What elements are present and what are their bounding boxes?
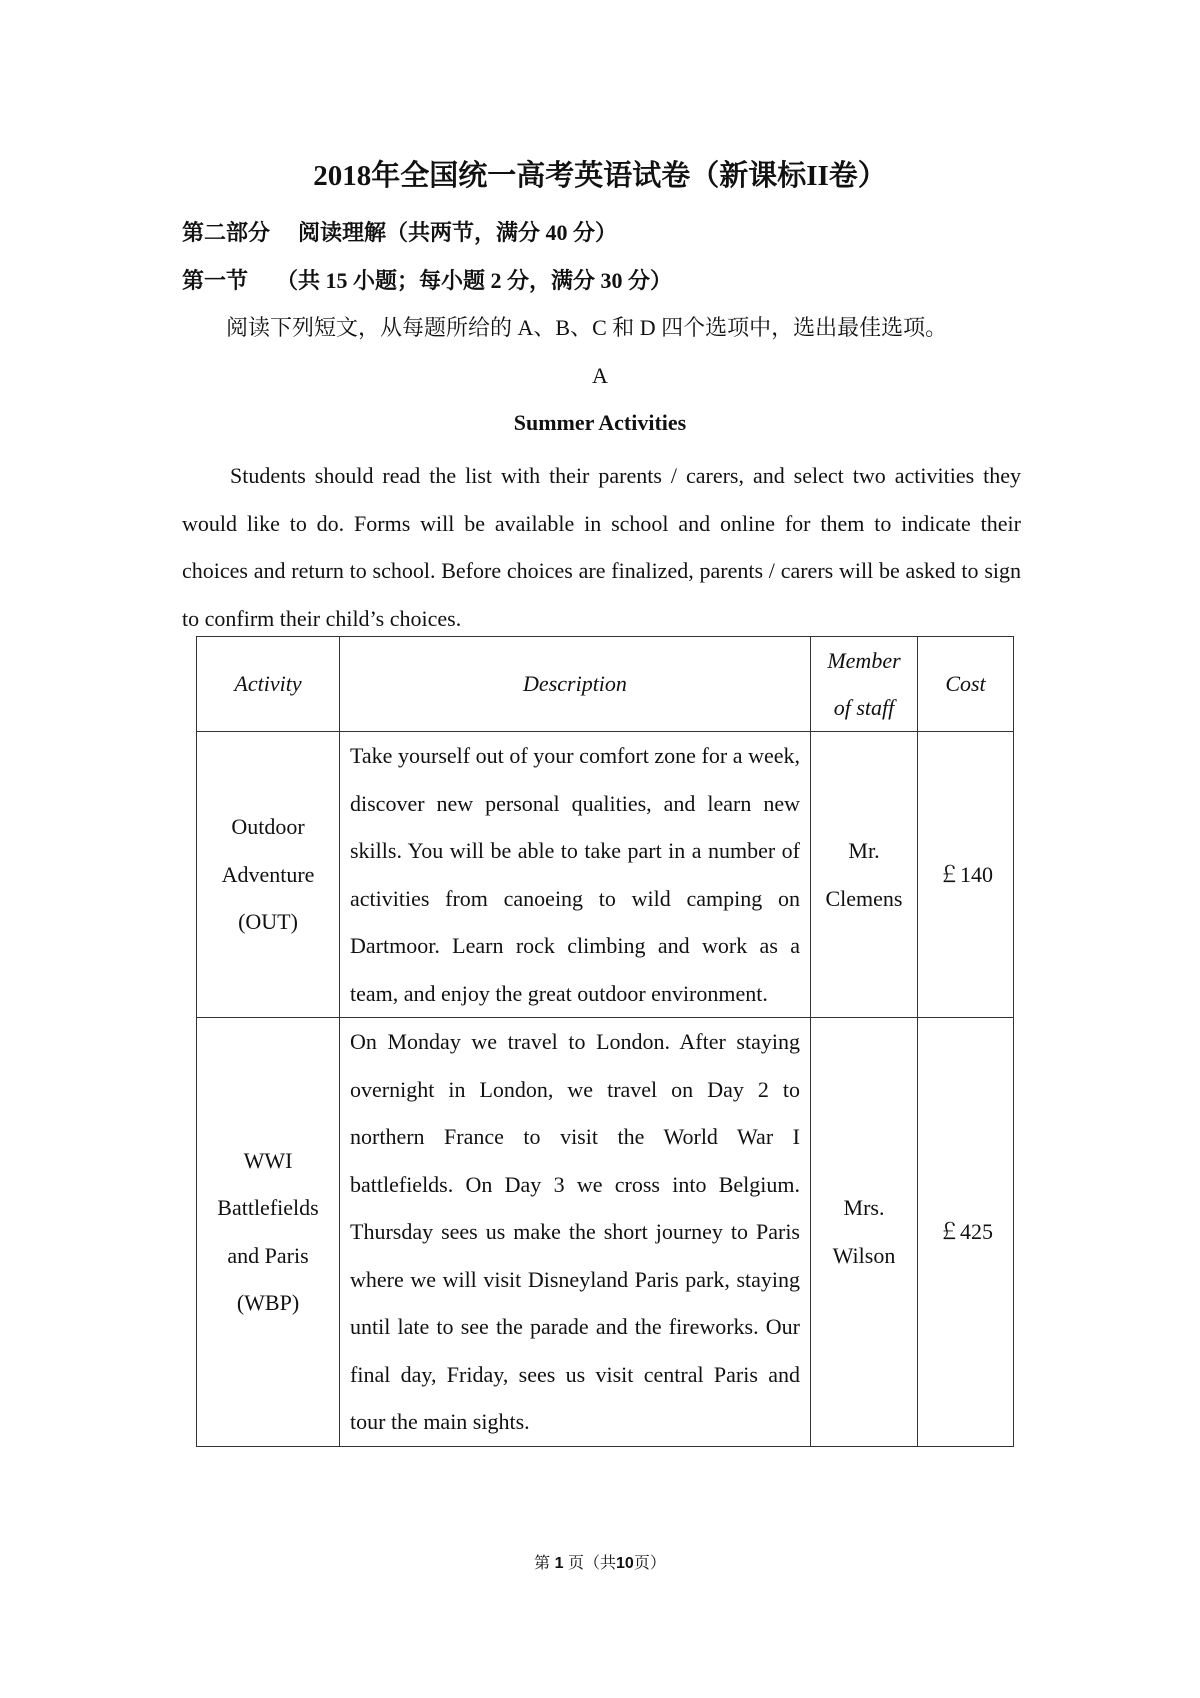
footer-suffix: 页） bbox=[633, 1555, 666, 1572]
header-description: Description bbox=[340, 637, 811, 732]
activities-table bbox=[196, 636, 1014, 1447]
activity-name-line: and Paris bbox=[227, 1242, 309, 1268]
page-footer bbox=[0, 1553, 1200, 1575]
header-staff-line1: Member bbox=[827, 648, 901, 673]
header-activity: Activity bbox=[197, 637, 340, 732]
description-cell: Take yourself out of your comfort zone for a week, discover new personal qualities, and learn new skills. You will be able to take part in a number of activities from canoeing to wild camping on Dartmoor. Learn rock climbing and work as a team, and enjoy the great outdoor environment. bbox=[340, 732, 811, 1018]
staff-title: Mr. bbox=[848, 838, 880, 863]
passage-letter: A bbox=[592, 363, 608, 388]
footer-prefix: 第 bbox=[534, 1555, 551, 1572]
part-label: 第二部分 bbox=[182, 220, 271, 245]
activity-name-line: Battlefields bbox=[217, 1195, 319, 1221]
footer-page-number: 1 bbox=[554, 1555, 564, 1572]
document-title: 2018年全国统一高考英语试卷（新课标II卷） bbox=[313, 160, 887, 192]
part-heading bbox=[182, 218, 617, 248]
description-cell: On Monday we travel to London. After staying overnight in London, we travel on Day 2 to northern France to visit the World War I battlefields. On Day 3 we cross into Belgium. Thursday sees us make the short journey to Paris where we will visit Disneyland Paris park, staying until late to see the parade and the fireworks. Our final day, Friday, sees us visit central Paris and tour the main sights. bbox=[340, 1018, 811, 1447]
table-header-row bbox=[197, 637, 1014, 732]
staff-cell bbox=[811, 732, 918, 1018]
table-row bbox=[197, 732, 1014, 1018]
passage-title: Summer Activities bbox=[513, 410, 687, 435]
footer-total-pages: 10 bbox=[616, 1555, 634, 1572]
footer-middle: 页（共 bbox=[568, 1555, 617, 1572]
staff-cell bbox=[811, 1018, 918, 1447]
activity-name-line: Outdoor bbox=[231, 814, 305, 840]
activity-cell bbox=[197, 1018, 340, 1447]
header-member-of-staff bbox=[811, 637, 918, 732]
section-heading bbox=[182, 266, 672, 296]
header-cost: Cost bbox=[918, 637, 1014, 732]
staff-name: Clemens bbox=[825, 885, 903, 911]
instruction-text: 阅读下列短文，从每题所给的 A、B、C 和 D 四个选项中，选出最佳选项。 bbox=[226, 315, 948, 340]
cost-cell: ￡425 bbox=[918, 1018, 1014, 1447]
activity-code: (WBP) bbox=[236, 1290, 300, 1316]
section-detail: （共 15 小题；每小题 2 分，满分 30 分） bbox=[276, 268, 673, 293]
section-label: 第一节 bbox=[182, 268, 249, 293]
activity-cell bbox=[197, 732, 340, 1018]
passage-intro: Students should read the list with their parents / carers, and select two activities they would like to do. Forms will be available in school and online for them to indicate their choices and return to school. Before choices are finalized, parents / carers will be asked to sign to confirm their child’s choices. bbox=[182, 463, 1021, 631]
activity-name-line: Adventure bbox=[221, 861, 315, 887]
staff-name: Wilson bbox=[832, 1242, 896, 1268]
activity-name-line: WWI bbox=[243, 1147, 293, 1173]
table-row bbox=[197, 1018, 1014, 1447]
staff-title: Mrs. bbox=[843, 1195, 885, 1221]
header-staff-line2: of staff bbox=[833, 695, 895, 720]
cost-cell: ￡140 bbox=[918, 732, 1014, 1018]
activity-code: (OUT) bbox=[238, 909, 298, 935]
part-name: 阅读理解（共两节，满分 40 分） bbox=[298, 220, 618, 245]
